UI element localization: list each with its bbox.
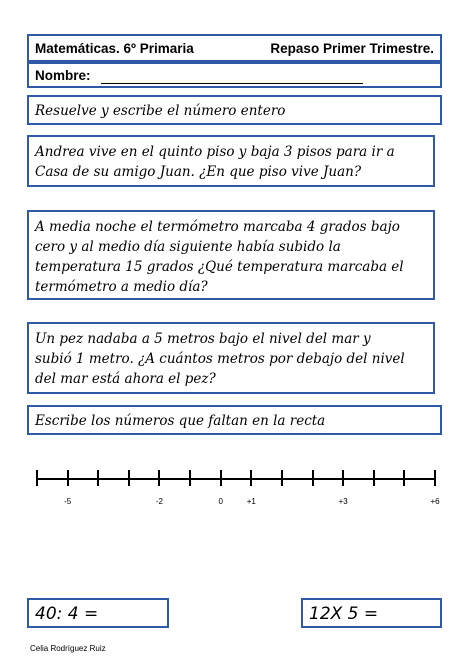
- problem-3-text: [35, 329, 405, 389]
- number-line-tick: [403, 470, 405, 486]
- problem-2-line: cero y al medio día siguiente había subido la: [35, 239, 341, 255]
- problem-3-line: del mar está ahora el pez?: [35, 371, 216, 387]
- multiplication-operation: 12X 5 =: [309, 604, 379, 624]
- number-line-tick: [281, 470, 283, 486]
- problem-1-text: [35, 142, 395, 182]
- name-box: [27, 62, 442, 88]
- number-line-label: -5: [64, 497, 72, 506]
- instruction-text-1: Resuelve y escribe el número entero: [35, 103, 286, 119]
- instruction-box-2: [27, 405, 442, 435]
- instruction-box-1: [27, 95, 442, 125]
- author-credit: Celia Rodríguez Ruiz: [30, 644, 106, 653]
- problem-box-1: [27, 135, 435, 187]
- operation-box-right: [301, 598, 442, 628]
- number-line-tick: [373, 470, 375, 486]
- name-label: Nombre:: [35, 68, 91, 83]
- problem-3-line: subió 1 metro. ¿A cuántos metros por debajo del nivel: [35, 351, 405, 367]
- number-line-label: +3: [338, 497, 348, 506]
- problem-1-line: Casa de su amigo Juan. ¿En que piso vive Juan?: [35, 164, 362, 180]
- number-line-tick: [312, 470, 314, 486]
- name-input-line[interactable]: [101, 83, 363, 84]
- number-line-tick: [434, 470, 436, 486]
- problem-box-2: [27, 210, 435, 300]
- problem-2-text: [35, 217, 404, 297]
- number-line-tick: [250, 470, 252, 486]
- operation-box-left: [27, 598, 169, 628]
- problem-1-line: Andrea vive en el quinto piso y baja 3 pisos para ir a: [35, 144, 395, 160]
- number-line-tick: [342, 470, 344, 486]
- problem-2-line: A media noche el termómetro marcaba 4 grados bajo: [35, 219, 400, 235]
- problem-3-line: Un pez nadaba a 5 metros bajo el nivel del mar y: [35, 331, 371, 347]
- number-line: [0, 470, 474, 510]
- number-line-tick: [97, 470, 99, 486]
- number-line-label: -2: [155, 497, 164, 506]
- number-line-tick: [158, 470, 160, 486]
- problem-2-line: temperatura 15 grados ¿Qué temperatura marcaba el: [35, 259, 404, 275]
- header-box: [27, 34, 442, 62]
- topic-title: Repaso Primer Trimestre.: [270, 41, 434, 56]
- number-line-tick: [220, 470, 222, 486]
- number-line-tick: [128, 470, 130, 486]
- number-line-tick: [36, 470, 38, 486]
- division-operation: 40: 4 =: [35, 604, 99, 624]
- problem-box-3: [27, 322, 435, 394]
- problem-2-line: termómetro a medio día?: [35, 279, 208, 295]
- instruction-text-2: Escribe los números que faltan en la recta: [35, 413, 326, 429]
- number-line-label: +1: [246, 497, 256, 506]
- number-line-label: +6: [430, 497, 440, 506]
- number-line-tick: [189, 470, 191, 486]
- number-line-label: 0: [218, 497, 223, 506]
- number-line-tick: [67, 470, 69, 486]
- subject-title: Matemáticas. 6º Primaria: [35, 41, 194, 56]
